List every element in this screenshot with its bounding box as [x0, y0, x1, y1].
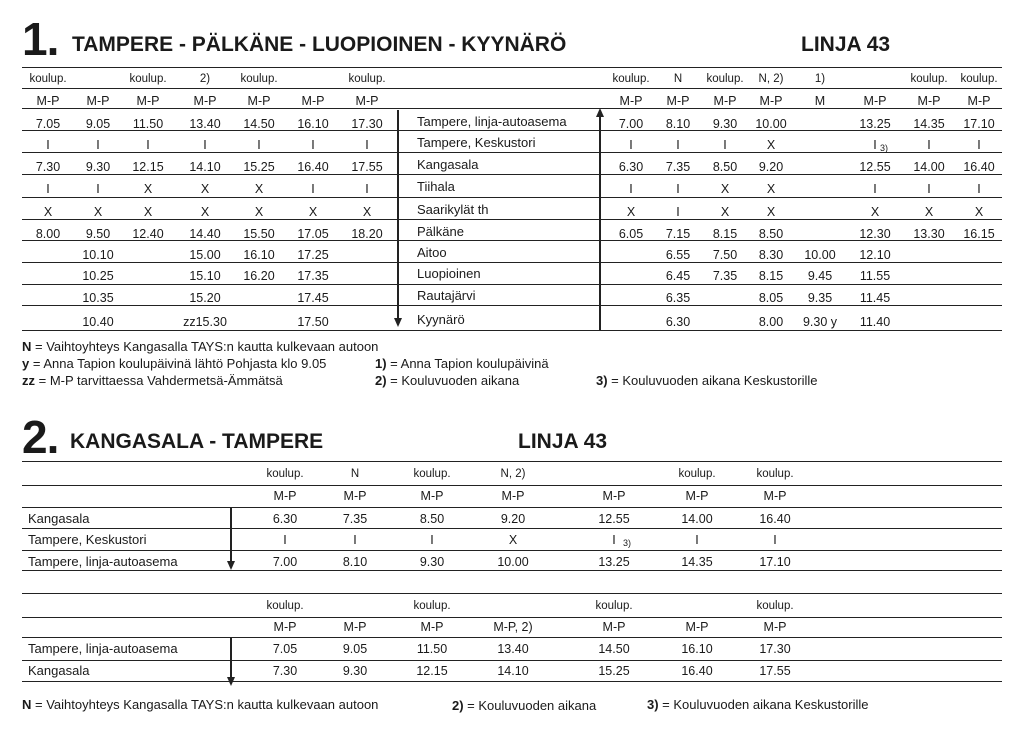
- departure-time: I: [873, 138, 877, 152]
- departure-time: 11.40: [859, 315, 891, 329]
- departure-time: X: [200, 205, 210, 219]
- departure-time: 14.10: [497, 664, 529, 678]
- stop-name: Kangasala: [28, 511, 90, 526]
- right-col-note: koulup.: [910, 73, 948, 85]
- table2a-row-rule: [22, 461, 1002, 462]
- stop-name: Tiihala: [417, 179, 455, 194]
- departure-time: 13.25: [859, 117, 891, 131]
- departure-time: 9.30: [342, 664, 368, 678]
- table1-row-rule: [22, 330, 1002, 331]
- departure-time: X: [870, 205, 880, 219]
- departure-time: 17.10: [759, 555, 791, 569]
- left-col-note: koulup.: [129, 73, 167, 85]
- departure-time: I: [146, 138, 150, 152]
- col-days: M-P: [602, 489, 626, 503]
- stop-name: Kyynärö: [417, 312, 465, 327]
- departure-time: 14.00: [913, 160, 945, 174]
- col-days: M-P: [343, 620, 367, 634]
- col-days: M-P: [420, 620, 444, 634]
- departure-time: 13.40: [497, 642, 529, 656]
- departure-time: 15.25: [598, 664, 630, 678]
- col-note: koulup.: [595, 600, 633, 612]
- table1-row-rule: [22, 240, 1002, 241]
- departure-time: 17.25: [297, 248, 329, 262]
- departure-time: I: [353, 533, 357, 547]
- departure-time: 13.40: [189, 117, 221, 131]
- stop-name: Tampere, linja-autoasema: [28, 641, 178, 656]
- departure-time: I: [629, 138, 633, 152]
- table2a-row-rule: [22, 507, 1002, 508]
- section2-number: 2.: [22, 411, 59, 463]
- table1-row-rule: [22, 67, 1002, 68]
- section2-linja: LINJA 43: [518, 430, 608, 453]
- departure-time: 7.05: [35, 117, 61, 131]
- right-col-days: M-P: [863, 94, 887, 108]
- departure-time: I: [365, 138, 369, 152]
- departure-time: 8.00: [35, 227, 61, 241]
- col-note: N: [350, 468, 360, 480]
- departure-time: X: [43, 205, 53, 219]
- departure-time: 15.25: [243, 160, 275, 174]
- departure-time: 14.35: [913, 117, 945, 131]
- left-col-days: M-P: [36, 94, 60, 108]
- departure-time: X: [626, 205, 636, 219]
- col-days: M-P: [501, 489, 525, 503]
- departure-time: 7.30: [272, 664, 298, 678]
- departure-time: I: [629, 182, 633, 196]
- departure-time: X: [720, 205, 730, 219]
- direction-line-down: [230, 637, 232, 679]
- table1-row-rule: [22, 152, 1002, 153]
- col-note: koulup.: [413, 600, 451, 612]
- departure-time: 6.30: [665, 315, 691, 329]
- note2-n: N = Vaihtoyhteys Kangasalla TAYS:n kautta kulkevaan autoon: [22, 697, 379, 712]
- table1-row-rule: [22, 197, 1002, 198]
- right-col-note: N, 2): [758, 73, 784, 85]
- departure-time: 14.00: [681, 512, 713, 526]
- col-days: M-P: [685, 620, 709, 634]
- right-col-days: M-P: [666, 94, 690, 108]
- right-col-days: M-P: [967, 94, 991, 108]
- departure-time: 16.40: [681, 664, 713, 678]
- note2-2: 2) = Kouluvuoden aikana: [452, 698, 597, 713]
- departure-time: I: [676, 138, 680, 152]
- table1-row-rule: [22, 130, 1002, 131]
- departure-time: I: [257, 138, 261, 152]
- departure-time: I: [695, 533, 699, 547]
- departure-time: 16.10: [243, 248, 275, 262]
- right-col-note: koulup.: [960, 73, 998, 85]
- departure-time: 9.30: [85, 160, 111, 174]
- departure-time: 11.55: [859, 269, 891, 283]
- table2b-row-rule: [22, 637, 1002, 638]
- stop-name: Kangasala: [417, 157, 479, 172]
- arrow-down-icon: [227, 677, 235, 686]
- departure-time: 17.45: [297, 291, 329, 305]
- departure-time: 9.20: [500, 512, 526, 526]
- departure-time: 7.35: [665, 160, 691, 174]
- departure-time: 8.15: [712, 227, 738, 241]
- departure-time: I: [96, 138, 100, 152]
- departure-time: I: [311, 138, 315, 152]
- left-col-days: M-P: [355, 94, 379, 108]
- departure-time: X: [766, 138, 776, 152]
- departure-time: X: [93, 205, 103, 219]
- departure-time: 12.55: [859, 160, 891, 174]
- section1-number: 1.: [22, 13, 59, 65]
- direction-line-up: [599, 116, 601, 330]
- stop-name: Tampere, Keskustori: [417, 135, 536, 150]
- departure-time: 17.35: [297, 269, 329, 283]
- departure-time: 8.30: [758, 248, 784, 262]
- note-y: y = Anna Tapion koulupäivinä lähtö Pohjasta klo 9.05: [22, 356, 327, 371]
- right-col-days: M-P: [917, 94, 941, 108]
- stop-name: Rautajärvi: [417, 288, 476, 303]
- departure-time: I: [723, 138, 727, 152]
- departure-time: 8.10: [342, 555, 368, 569]
- departure-time: 17.30: [759, 642, 791, 656]
- departure-time: 7.35: [342, 512, 368, 526]
- departure-time: 8.05: [758, 291, 784, 305]
- departure-time: 11.45: [859, 291, 891, 305]
- table2a-row-rule: [22, 485, 1002, 486]
- departure-time: X: [254, 205, 264, 219]
- col-days: M-P: [273, 489, 297, 503]
- departure-time: 16.40: [963, 160, 995, 174]
- left-col-note: koulup.: [348, 73, 386, 85]
- departure-time: 15.00: [189, 248, 221, 262]
- col-days: M-P: [343, 489, 367, 503]
- table1-row-rule: [22, 174, 1002, 175]
- col-days: M-P: [420, 489, 444, 503]
- col-note: koulup.: [678, 468, 716, 480]
- departure-time: I: [46, 182, 50, 196]
- direction-line-down: [397, 110, 399, 320]
- departure-time: X: [508, 533, 518, 547]
- col-note: N, 2): [500, 468, 526, 480]
- departure-time: 11.50: [416, 642, 448, 656]
- departure-time: X: [766, 182, 776, 196]
- arrow-down-icon: [394, 318, 402, 327]
- departure-time: X: [362, 205, 372, 219]
- departure-time: I: [96, 182, 100, 196]
- departure-time: 17.55: [759, 664, 791, 678]
- stop-name: Tampere, Keskustori: [28, 532, 147, 547]
- section1-title: TAMPERE - PÄLKÄNE - LUOPIOINEN - KYYNÄRÖ: [72, 33, 567, 56]
- col-note: koulup.: [756, 600, 794, 612]
- departure-time: 15.50: [243, 227, 275, 241]
- right-col-note: koulup.: [706, 73, 744, 85]
- departure-time: 7.00: [272, 555, 298, 569]
- departure-time: I: [203, 138, 207, 152]
- departure-time: 18.20: [351, 227, 383, 241]
- departure-time: X: [720, 182, 730, 196]
- departure-time: 9.30: [712, 117, 738, 131]
- departure-time: 10.00: [755, 117, 787, 131]
- departure-time: 8.50: [712, 160, 738, 174]
- departure-time: 17.30: [351, 117, 383, 131]
- departure-time: 9.05: [342, 642, 368, 656]
- departure-time: 9.50: [85, 227, 111, 241]
- departure-time: 15.20: [189, 291, 221, 305]
- departure-time: 16.20: [243, 269, 275, 283]
- table2b-row-rule: [22, 660, 1002, 661]
- departure-time: 10.00: [497, 555, 529, 569]
- right-col-days: M-P: [713, 94, 737, 108]
- table2b-row-rule: [22, 681, 1002, 682]
- departure-time: 9.05: [85, 117, 111, 131]
- note2-3: 3) = Kouluvuoden aikana Keskustorille: [647, 697, 869, 712]
- table1-row-rule: [22, 305, 1002, 306]
- col-note: koulup.: [266, 468, 304, 480]
- table1-row-rule: [22, 219, 1002, 220]
- left-col-days: M-P: [247, 94, 271, 108]
- section1-linja: LINJA 43: [801, 33, 891, 56]
- col-days: M-P: [602, 620, 626, 634]
- left-col-days: M-P: [136, 94, 160, 108]
- departure-time: 12.30: [859, 227, 891, 241]
- departure-time: 6.55: [665, 248, 691, 262]
- departure-time: I: [311, 182, 315, 196]
- departure-time: 7.00: [618, 117, 644, 131]
- right-col-note: 1): [814, 73, 826, 85]
- departure-time: I: [612, 533, 616, 547]
- departure-time: 10.10: [82, 248, 114, 262]
- departure-time: 6.35: [665, 291, 691, 305]
- departure-time: 7.05: [272, 642, 298, 656]
- right-col-note: N: [673, 73, 683, 85]
- table2a-row-rule: [22, 550, 1002, 551]
- table1-row-rule: [22, 284, 1002, 285]
- col-days: M-P: [685, 489, 709, 503]
- departure-time: 16.10: [297, 117, 329, 131]
- direction-line-down: [230, 507, 232, 563]
- departure-time: 14.50: [598, 642, 630, 656]
- departure-time: 14.40: [189, 227, 221, 241]
- departure-time: 6.05: [618, 227, 644, 241]
- col-days: M-P: [763, 620, 787, 634]
- departure-time: X: [974, 205, 984, 219]
- col-note: koulup.: [756, 468, 794, 480]
- left-col-days: M-P: [86, 94, 110, 108]
- departure-time: zz15.30: [183, 315, 227, 329]
- departure-time: I: [773, 533, 777, 547]
- departure-time: 14.35: [681, 555, 713, 569]
- departure-time: 17.05: [297, 227, 329, 241]
- departure-time: 7.30: [35, 160, 61, 174]
- section2-title: KANGASALA - TAMPERE: [70, 430, 324, 453]
- table1-row-rule: [22, 88, 1002, 89]
- departure-time: I: [365, 182, 369, 196]
- departure-time: 9.30: [419, 555, 445, 569]
- departure-time: X: [766, 205, 776, 219]
- departure-time: 7.15: [665, 227, 691, 241]
- table2a-row-rule: [22, 528, 1002, 529]
- note-1: 1) = Anna Tapion koulupäivinä: [375, 356, 549, 371]
- departure-time: I: [977, 138, 981, 152]
- departure-time: X: [254, 182, 264, 196]
- departure-time: I: [283, 533, 287, 547]
- departure-time: 8.00: [758, 315, 784, 329]
- departure-time: 12.10: [859, 248, 891, 262]
- table1-row-rule: [22, 262, 1002, 263]
- note-3: 3) = Kouluvuoden aikana Keskustorille: [596, 373, 818, 388]
- left-col-days: M-P: [193, 94, 217, 108]
- col-note: koulup.: [413, 468, 451, 480]
- right-col-days: M-P: [759, 94, 783, 108]
- departure-time: 15.10: [189, 269, 221, 283]
- col-days: M-P, 2): [493, 620, 533, 634]
- departure-time: X: [143, 182, 153, 196]
- departure-time: 16.15: [963, 227, 995, 241]
- departure-time: 9.45: [807, 269, 833, 283]
- departure-time: X: [143, 205, 153, 219]
- departure-time: 12.55: [598, 512, 630, 526]
- stop-name: Kangasala: [28, 663, 90, 678]
- right-col-note: koulup.: [612, 73, 650, 85]
- departure-time: 8.15: [758, 269, 784, 283]
- departure-time: 14.50: [243, 117, 275, 131]
- departure-time: 6.30: [618, 160, 644, 174]
- departure-time: X: [308, 205, 318, 219]
- col-days: M-P: [763, 489, 787, 503]
- departure-time: I: [46, 138, 50, 152]
- stop-name: Pälkäne: [417, 224, 464, 239]
- arrow-up-icon: [596, 108, 604, 117]
- departure-time: X: [200, 182, 210, 196]
- departure-time: 11.50: [132, 117, 164, 131]
- footnote-marker: 3): [622, 538, 632, 548]
- departure-time: I: [676, 182, 680, 196]
- departure-time: 13.25: [598, 555, 630, 569]
- departure-time: 12.40: [132, 227, 164, 241]
- departure-time: 8.50: [758, 227, 784, 241]
- departure-time: 7.50: [712, 248, 738, 262]
- table2b-row-rule: [22, 617, 1002, 618]
- note-n: N = Vaihtoyhteys Kangasalla TAYS:n kautta kulkevaan autoon: [22, 339, 379, 354]
- table2a-row-rule: [22, 570, 1002, 571]
- departure-time: 12.15: [416, 664, 448, 678]
- departure-time: 10.40: [82, 315, 114, 329]
- departure-time: 13.30: [913, 227, 945, 241]
- departure-time: 9.20: [758, 160, 784, 174]
- right-col-days: M: [814, 94, 826, 108]
- left-col-note: 2): [199, 73, 211, 85]
- stop-name: Luopioinen: [417, 266, 481, 281]
- departure-time: 8.50: [419, 512, 445, 526]
- departure-time: 17.55: [351, 160, 383, 174]
- departure-time: X: [924, 205, 934, 219]
- note-zz: zz = M-P tarvittaessa Vahdermetsä-Ämmätsä: [22, 373, 283, 388]
- left-col-days: M-P: [301, 94, 325, 108]
- departure-time: 17.10: [963, 117, 995, 131]
- right-col-days: M-P: [619, 94, 643, 108]
- departure-time: 12.15: [132, 160, 164, 174]
- departure-time: 9.30 y: [802, 315, 838, 329]
- departure-time: 6.30: [272, 512, 298, 526]
- table2b-row-rule: [22, 593, 1002, 594]
- departure-time: 14.10: [189, 160, 221, 174]
- stop-name: Aitoo: [417, 245, 447, 260]
- departure-time: I: [927, 138, 931, 152]
- footnote-marker: 3): [879, 143, 889, 153]
- departure-time: 16.40: [759, 512, 791, 526]
- departure-time: 8.10: [665, 117, 691, 131]
- departure-time: I: [977, 182, 981, 196]
- left-col-note: koulup.: [29, 73, 67, 85]
- departure-time: I: [430, 533, 434, 547]
- departure-time: 10.00: [804, 248, 836, 262]
- departure-time: 17.50: [297, 315, 329, 329]
- departure-time: 16.10: [681, 642, 713, 656]
- departure-time: 16.40: [297, 160, 329, 174]
- col-note: koulup.: [266, 600, 304, 612]
- left-col-note: koulup.: [240, 73, 278, 85]
- col-days: M-P: [273, 620, 297, 634]
- departure-time: 7.35: [712, 269, 738, 283]
- table1-row-rule: [22, 108, 1002, 109]
- arrow-down-icon: [227, 561, 235, 570]
- departure-time: 9.35: [807, 291, 833, 305]
- departure-time: I: [873, 182, 877, 196]
- departure-time: 10.35: [82, 291, 114, 305]
- departure-time: I: [927, 182, 931, 196]
- departure-time: I: [676, 205, 680, 219]
- stop-name: Tampere, linja-autoasema: [28, 554, 178, 569]
- departure-time: 10.25: [82, 269, 114, 283]
- stop-name: Saarikylät th: [417, 202, 489, 217]
- stop-name: Tampere, linja-autoasema: [417, 114, 567, 129]
- departure-time: 6.45: [665, 269, 691, 283]
- note-2: 2) = Kouluvuoden aikana: [375, 373, 520, 388]
